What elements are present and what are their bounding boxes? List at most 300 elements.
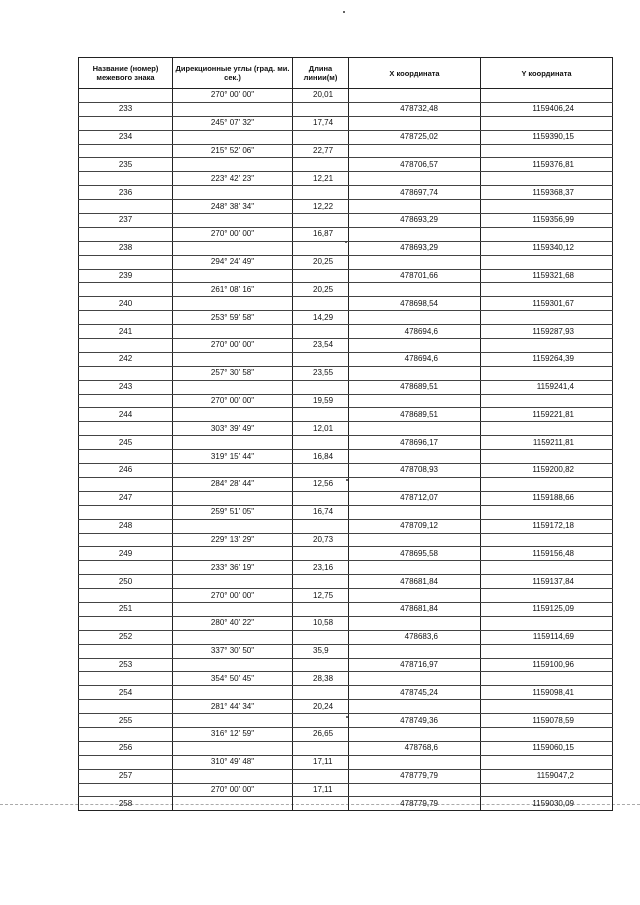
cell-x xyxy=(349,561,481,575)
cell-sign: 238 xyxy=(79,241,173,255)
cell-angle xyxy=(173,408,293,422)
cell-sign xyxy=(79,477,173,491)
cell-angle: 270° 00' 00" xyxy=(173,589,293,603)
cell-x: 478768,6 xyxy=(349,741,481,755)
cell-y xyxy=(481,311,613,325)
cell-x xyxy=(349,172,481,186)
cell-length xyxy=(293,519,349,533)
cell-length xyxy=(293,352,349,366)
cell-sign xyxy=(79,700,173,714)
cell-angle: 248° 38' 34" xyxy=(173,200,293,214)
cell-angle: 294° 24' 49" xyxy=(173,255,293,269)
cell-angle xyxy=(173,325,293,339)
table-row xyxy=(79,547,613,561)
table-row xyxy=(79,450,613,464)
cell-y: 1159030,09 xyxy=(481,797,613,811)
table-row xyxy=(79,297,613,311)
cell-angle xyxy=(173,714,293,728)
cell-x: 478689,51 xyxy=(349,380,481,394)
table-row xyxy=(79,575,613,589)
cell-x xyxy=(349,477,481,491)
cell-y: 1159321,68 xyxy=(481,269,613,283)
table-row xyxy=(79,366,613,380)
cell-y xyxy=(481,255,613,269)
cell-length xyxy=(293,797,349,811)
header-x: X координата xyxy=(349,58,481,89)
cell-angle xyxy=(173,186,293,200)
cell-sign: 246 xyxy=(79,464,173,478)
table-row xyxy=(79,630,613,644)
cell-x xyxy=(349,644,481,658)
cell-x xyxy=(349,366,481,380)
cell-angle xyxy=(173,352,293,366)
table-row xyxy=(79,727,613,741)
cell-sign xyxy=(79,533,173,547)
cell-sign: 241 xyxy=(79,325,173,339)
cell-angle xyxy=(173,464,293,478)
cell-length: 17,74 xyxy=(293,116,349,130)
table-row xyxy=(79,339,613,353)
cell-sign: 247 xyxy=(79,491,173,505)
cell-length xyxy=(293,714,349,728)
table-row xyxy=(79,408,613,422)
cell-angle: 270° 00' 00" xyxy=(173,227,293,241)
cell-x: 478689,51 xyxy=(349,408,481,422)
table-row xyxy=(79,158,613,172)
cell-sign xyxy=(79,283,173,297)
cell-length: 23,54 xyxy=(293,339,349,353)
table-row xyxy=(79,755,613,769)
cell-length xyxy=(293,102,349,116)
table-row xyxy=(79,214,613,228)
cell-x: 478701,66 xyxy=(349,269,481,283)
cell-y xyxy=(481,589,613,603)
cell-sign xyxy=(79,783,173,797)
cell-y: 1159156,48 xyxy=(481,547,613,561)
cell-length: 14,29 xyxy=(293,311,349,325)
cell-y: 1159241,4 xyxy=(481,380,613,394)
cell-sign xyxy=(79,255,173,269)
cell-x: 478725,02 xyxy=(349,130,481,144)
cell-length xyxy=(293,158,349,172)
cell-angle: 270° 00' 00" xyxy=(173,783,293,797)
cell-angle xyxy=(173,269,293,283)
cell-length: 20,01 xyxy=(293,89,349,103)
cell-angle: 259° 51' 05" xyxy=(173,505,293,519)
cell-length: 16,87 xyxy=(293,227,349,241)
table-row xyxy=(79,227,613,241)
cell-length: 12,21 xyxy=(293,172,349,186)
table-row xyxy=(79,422,613,436)
cell-y: 1159137,84 xyxy=(481,575,613,589)
cell-x xyxy=(349,311,481,325)
cell-length: 20,25 xyxy=(293,283,349,297)
cell-angle: 223° 42' 23" xyxy=(173,172,293,186)
table-row xyxy=(79,394,613,408)
cell-angle xyxy=(173,769,293,783)
cell-sign xyxy=(79,394,173,408)
cell-length: 35,9 xyxy=(293,644,349,658)
cell-y xyxy=(481,616,613,630)
cell-sign xyxy=(79,89,173,103)
cell-x: 478694,6 xyxy=(349,352,481,366)
cell-x xyxy=(349,783,481,797)
cell-sign: 233 xyxy=(79,102,173,116)
cell-sign: 234 xyxy=(79,130,173,144)
cell-y xyxy=(481,783,613,797)
cell-x xyxy=(349,339,481,353)
cell-sign: 252 xyxy=(79,630,173,644)
cell-x xyxy=(349,727,481,741)
cell-sign: 251 xyxy=(79,602,173,616)
cell-length xyxy=(293,741,349,755)
cell-angle xyxy=(173,130,293,144)
cell-sign: 240 xyxy=(79,297,173,311)
cell-x: 478693,29 xyxy=(349,214,481,228)
cell-angle: 270° 00' 00" xyxy=(173,339,293,353)
cell-x: 478681,84 xyxy=(349,602,481,616)
cell-sign xyxy=(79,589,173,603)
cell-angle: 303° 39' 49" xyxy=(173,422,293,436)
cell-x: 478712,07 xyxy=(349,491,481,505)
cell-y: 1159100,96 xyxy=(481,658,613,672)
cell-angle xyxy=(173,630,293,644)
cell-length: 16,74 xyxy=(293,505,349,519)
cell-length xyxy=(293,491,349,505)
cell-length: 17,11 xyxy=(293,783,349,797)
cell-x xyxy=(349,255,481,269)
table-row xyxy=(79,241,613,255)
cell-length: 28,38 xyxy=(293,672,349,686)
cell-angle: 284° 28' 44" xyxy=(173,477,293,491)
cell-sign xyxy=(79,644,173,658)
cell-sign xyxy=(79,200,173,214)
cell-length xyxy=(293,186,349,200)
table-row xyxy=(79,325,613,339)
table-row xyxy=(79,464,613,478)
cell-length xyxy=(293,769,349,783)
cell-y xyxy=(481,450,613,464)
cell-angle xyxy=(173,519,293,533)
cell-sign: 248 xyxy=(79,519,173,533)
cell-sign: 257 xyxy=(79,769,173,783)
table-row xyxy=(79,616,613,630)
cell-y: 1159211,81 xyxy=(481,436,613,450)
cell-sign xyxy=(79,366,173,380)
cell-y: 1159368,37 xyxy=(481,186,613,200)
cell-angle: 319° 15' 44" xyxy=(173,450,293,464)
cell-sign xyxy=(79,505,173,519)
table-row xyxy=(79,769,613,783)
cell-angle xyxy=(173,658,293,672)
cell-length: 20,73 xyxy=(293,533,349,547)
table-row xyxy=(79,477,613,491)
cell-length: 16,84 xyxy=(293,450,349,464)
cell-x xyxy=(349,589,481,603)
cell-angle xyxy=(173,214,293,228)
table-row xyxy=(79,436,613,450)
cell-y xyxy=(481,505,613,519)
table-header-row xyxy=(79,58,613,89)
cell-x xyxy=(349,394,481,408)
table-row xyxy=(79,283,613,297)
cell-y xyxy=(481,227,613,241)
cell-sign xyxy=(79,561,173,575)
cell-y xyxy=(481,366,613,380)
cell-x: 478697,74 xyxy=(349,186,481,200)
cell-angle: 354° 50' 45" xyxy=(173,672,293,686)
cell-y: 1159188,66 xyxy=(481,491,613,505)
cell-length xyxy=(293,602,349,616)
cell-angle xyxy=(173,741,293,755)
cell-y: 1159301,67 xyxy=(481,297,613,311)
cell-angle: 281° 44' 34" xyxy=(173,700,293,714)
header-sign: Название (номер) межевого знака xyxy=(79,58,173,89)
table-row xyxy=(79,200,613,214)
table-row xyxy=(79,672,613,686)
table-row xyxy=(79,89,613,103)
cell-length: 12,56 xyxy=(293,477,349,491)
cell-angle xyxy=(173,297,293,311)
cell-y: 1159406,24 xyxy=(481,102,613,116)
cell-sign: 256 xyxy=(79,741,173,755)
cell-sign: 239 xyxy=(79,269,173,283)
cell-x: 478716,97 xyxy=(349,658,481,672)
scan-speck xyxy=(343,11,345,13)
table-row xyxy=(79,519,613,533)
cell-length: 20,25 xyxy=(293,255,349,269)
cell-sign: 244 xyxy=(79,408,173,422)
cell-angle: 316° 12' 59" xyxy=(173,727,293,741)
cell-x: 478708,93 xyxy=(349,464,481,478)
cell-x: 478779,79 xyxy=(349,797,481,811)
table-row xyxy=(79,700,613,714)
cell-angle: 253° 59' 58" xyxy=(173,311,293,325)
cell-y xyxy=(481,283,613,297)
cell-sign: 237 xyxy=(79,214,173,228)
cell-length: 26,65 xyxy=(293,727,349,741)
cell-angle xyxy=(173,380,293,394)
cell-y xyxy=(481,672,613,686)
table-row xyxy=(79,533,613,547)
cell-x: 478693,29 xyxy=(349,241,481,255)
table-row xyxy=(79,714,613,728)
cell-x xyxy=(349,422,481,436)
table-row xyxy=(79,797,613,811)
table-row xyxy=(79,269,613,283)
cell-x xyxy=(349,672,481,686)
cell-angle: 280° 40' 22" xyxy=(173,616,293,630)
cell-y: 1159098,41 xyxy=(481,686,613,700)
cell-length xyxy=(293,241,349,255)
cell-angle: 245° 07' 32" xyxy=(173,116,293,130)
cell-angle xyxy=(173,241,293,255)
table-row xyxy=(79,116,613,130)
cell-x xyxy=(349,533,481,547)
cell-sign xyxy=(79,116,173,130)
table-row xyxy=(79,491,613,505)
cell-sign xyxy=(79,339,173,353)
table-row xyxy=(79,352,613,366)
cell-sign: 254 xyxy=(79,686,173,700)
cell-angle: 215° 52' 06" xyxy=(173,144,293,158)
cell-x xyxy=(349,144,481,158)
cell-y xyxy=(481,533,613,547)
cell-angle xyxy=(173,686,293,700)
table-row xyxy=(79,505,613,519)
cell-y xyxy=(481,700,613,714)
cell-y xyxy=(481,144,613,158)
cell-sign: 249 xyxy=(79,547,173,561)
cell-angle xyxy=(173,575,293,589)
table-row xyxy=(79,741,613,755)
cell-x xyxy=(349,200,481,214)
cell-length xyxy=(293,214,349,228)
cell-length: 23,55 xyxy=(293,366,349,380)
cell-x xyxy=(349,505,481,519)
table-row xyxy=(79,186,613,200)
cell-angle xyxy=(173,436,293,450)
cell-angle xyxy=(173,158,293,172)
cell-angle: 310° 49' 48" xyxy=(173,755,293,769)
cell-length xyxy=(293,130,349,144)
cell-x: 478695,58 xyxy=(349,547,481,561)
cell-y: 1159125,09 xyxy=(481,602,613,616)
table-body xyxy=(79,89,613,811)
cell-y: 1159340,12 xyxy=(481,241,613,255)
cell-angle xyxy=(173,602,293,616)
cell-sign: 255 xyxy=(79,714,173,728)
cell-x xyxy=(349,450,481,464)
cell-x: 478749,36 xyxy=(349,714,481,728)
cell-y: 1159172,18 xyxy=(481,519,613,533)
cell-length: 23,16 xyxy=(293,561,349,575)
cell-y xyxy=(481,339,613,353)
table-row xyxy=(79,644,613,658)
cell-length xyxy=(293,686,349,700)
cell-y: 1159390,15 xyxy=(481,130,613,144)
cell-sign xyxy=(79,616,173,630)
cell-length: 10,58 xyxy=(293,616,349,630)
cell-y xyxy=(481,422,613,436)
table-row xyxy=(79,130,613,144)
cell-x: 478709,12 xyxy=(349,519,481,533)
table-row xyxy=(79,658,613,672)
cell-x: 478681,84 xyxy=(349,575,481,589)
table-row xyxy=(79,602,613,616)
cell-length xyxy=(293,380,349,394)
cell-sign: 236 xyxy=(79,186,173,200)
cell-x xyxy=(349,755,481,769)
cell-angle xyxy=(173,797,293,811)
cell-x: 478706,57 xyxy=(349,158,481,172)
cell-x: 478745,24 xyxy=(349,686,481,700)
cell-y xyxy=(481,116,613,130)
cell-x: 478779,79 xyxy=(349,769,481,783)
cell-length: 22,77 xyxy=(293,144,349,158)
cell-y: 1159287,93 xyxy=(481,325,613,339)
cell-sign: 243 xyxy=(79,380,173,394)
cell-length: 19,59 xyxy=(293,394,349,408)
cell-sign: 235 xyxy=(79,158,173,172)
cell-angle: 233° 36' 19" xyxy=(173,561,293,575)
cell-y: 1159047,2 xyxy=(481,769,613,783)
cell-y xyxy=(481,89,613,103)
cell-length xyxy=(293,547,349,561)
cell-length: 20,24 xyxy=(293,700,349,714)
cell-angle xyxy=(173,491,293,505)
cell-x xyxy=(349,616,481,630)
cell-length: 17,11 xyxy=(293,755,349,769)
cell-y xyxy=(481,561,613,575)
table-row xyxy=(79,144,613,158)
cell-length xyxy=(293,269,349,283)
header-angle: Дирекционные углы (град. ми. сек.) xyxy=(173,58,293,89)
cell-y: 1159356,99 xyxy=(481,214,613,228)
cell-y: 1159114,69 xyxy=(481,630,613,644)
cell-x xyxy=(349,116,481,130)
cell-sign: 242 xyxy=(79,352,173,366)
cell-x: 478694,6 xyxy=(349,325,481,339)
cell-sign xyxy=(79,672,173,686)
cell-sign xyxy=(79,227,173,241)
cell-angle: 270° 00' 00" xyxy=(173,394,293,408)
cell-sign xyxy=(79,450,173,464)
cell-length xyxy=(293,658,349,672)
cell-length: 12,75 xyxy=(293,589,349,603)
cell-x xyxy=(349,283,481,297)
cell-y xyxy=(481,394,613,408)
cell-sign xyxy=(79,172,173,186)
cell-angle: 270° 00' 00" xyxy=(173,89,293,103)
header-y: Y координата xyxy=(481,58,613,89)
table-row xyxy=(79,102,613,116)
cell-angle: 337° 30' 50" xyxy=(173,644,293,658)
cell-y: 1159200,82 xyxy=(481,464,613,478)
cell-sign xyxy=(79,311,173,325)
cell-x xyxy=(349,227,481,241)
cell-length xyxy=(293,630,349,644)
cell-angle xyxy=(173,102,293,116)
cell-sign xyxy=(79,755,173,769)
table-row xyxy=(79,255,613,269)
cell-length xyxy=(293,464,349,478)
cell-y xyxy=(481,644,613,658)
cell-y xyxy=(481,755,613,769)
cell-x xyxy=(349,700,481,714)
table-row xyxy=(79,311,613,325)
cell-angle xyxy=(173,547,293,561)
cell-y xyxy=(481,477,613,491)
cell-y: 1159060,15 xyxy=(481,741,613,755)
cell-y: 1159264,39 xyxy=(481,352,613,366)
cell-sign xyxy=(79,144,173,158)
table-row xyxy=(79,561,613,575)
cell-y: 1159078,59 xyxy=(481,714,613,728)
cell-y: 1159376,81 xyxy=(481,158,613,172)
cell-y xyxy=(481,172,613,186)
cell-sign xyxy=(79,727,173,741)
cell-sign: 258 xyxy=(79,797,173,811)
cell-length xyxy=(293,408,349,422)
cell-x: 478698,54 xyxy=(349,297,481,311)
cell-length xyxy=(293,436,349,450)
cell-x: 478732,48 xyxy=(349,102,481,116)
table-row xyxy=(79,172,613,186)
cell-length xyxy=(293,297,349,311)
cell-angle: 229° 13' 29" xyxy=(173,533,293,547)
cell-sign: 253 xyxy=(79,658,173,672)
